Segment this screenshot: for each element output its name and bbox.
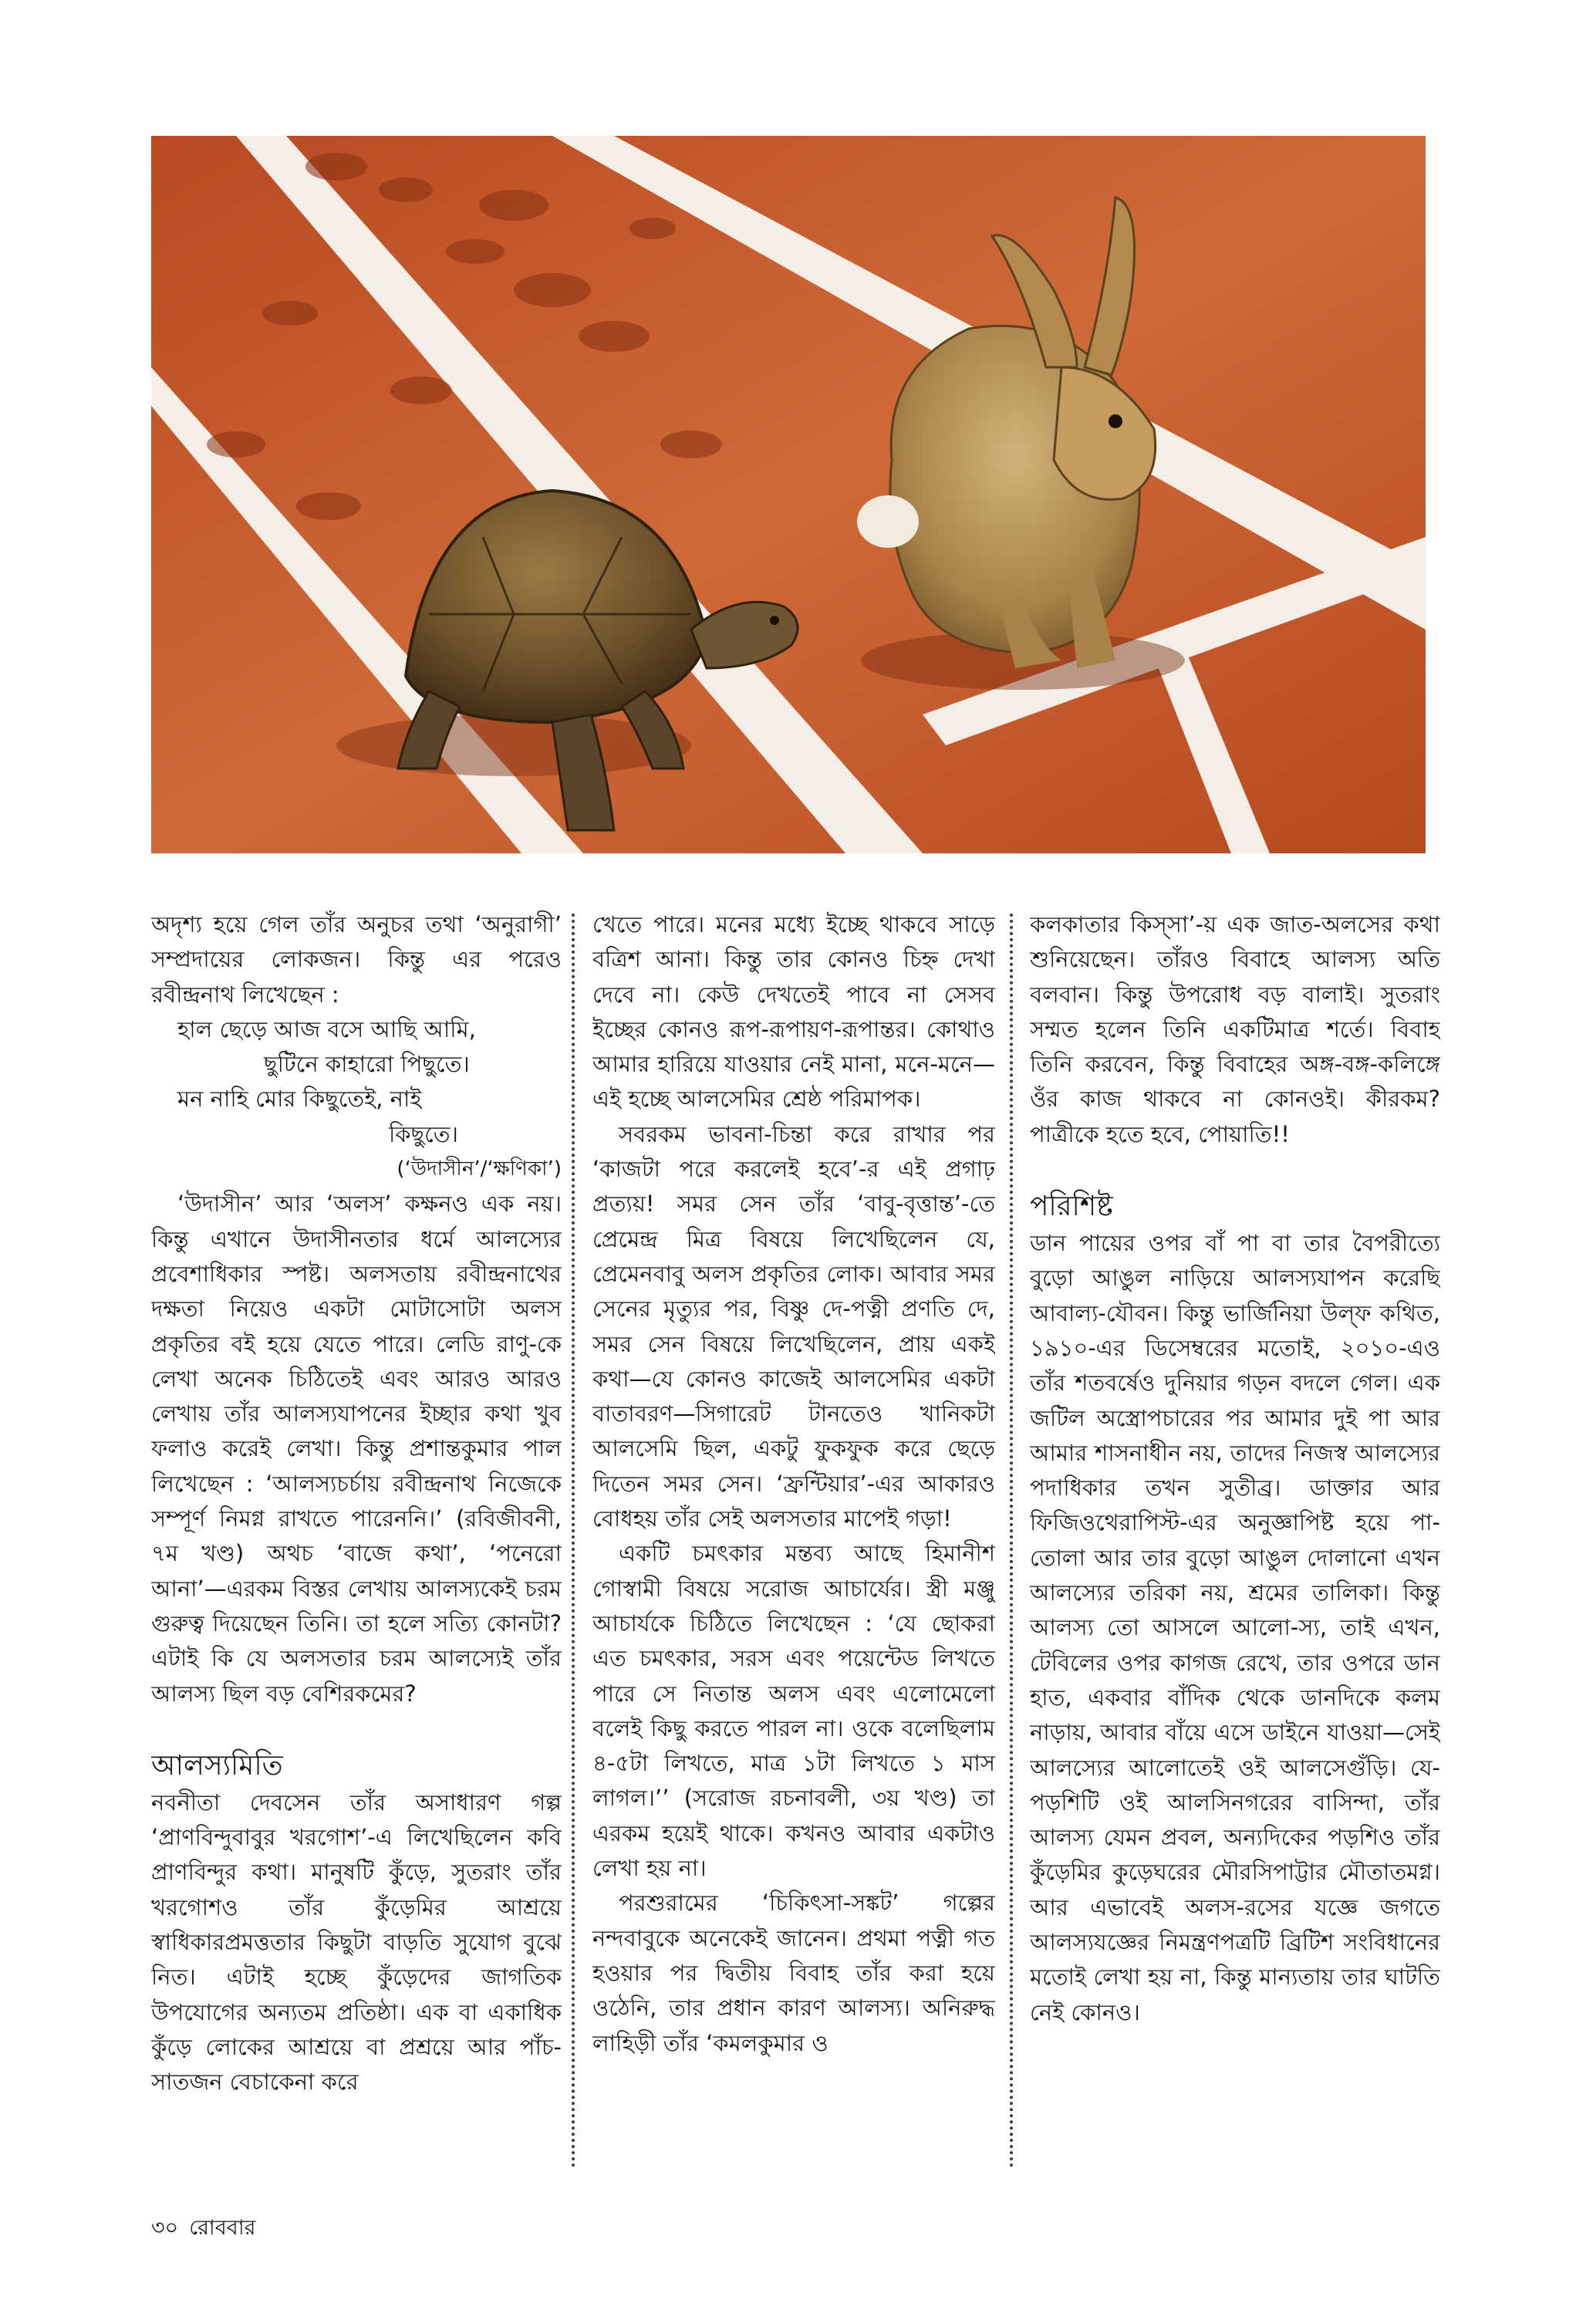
section-heading: আলস্যমিতি <box>151 1749 283 1782</box>
paragraph: সবরকম ভাবনা-চিন্তা করে রাখার পর ‘কাজটা পরে করলেই হবে’-র এই প্রগাঢ় প্রত্যয়! সমর সেন তাঁর ‘বাবু-বৃত্তান্ত’-তে প্রেমেন্দ্র মিত্র বিষয়ে লিখেছিলেন যে, প্রেমেনবাবু অলস প্রকৃতির লোক। আবার সমর সেনের মৃত্যুর পর, বিষ্ণু দে-পত্নী প্রণতি দে, সমর সেন বিষয়ে লিখেছিলেন, প্রায় একই কথা—যে কোনও কাজেই আলসেমির একটা বাতাবরণ—সিগারেট টানতেও খানিকটা আলসেমি ছিল, একটু ফুকফুক করে ছেড়ে দিতেন সমর সেন। ‘ফ্রন্টিয়ার’-এর আকারও বোধহয় তাঁর সেই অলসতার মাপেই গড়া! <box>592 1120 995 1532</box>
paragraph: অদৃশ্য হয়ে গেল তাঁর অনুচর তথা ‘অনুরাগী’ সম্প্রদায়ের লোকজন। কিন্তু এর পরেও রবীন্দ্রনাথ লিখেছেন : <box>151 911 562 1008</box>
page-number: ৩০ <box>151 2216 179 2240</box>
poem-line: হাল ছেড়ে আজ বসে আছি আমি, <box>177 1015 476 1042</box>
poem-line: ছুটিনে কাহারো পিছুতে। <box>264 1051 470 1078</box>
section-heading: পরিশিষ্ট <box>1030 1191 1113 1223</box>
article-column-3 <box>1030 907 1440 2170</box>
column-divider <box>572 914 575 2168</box>
tortoise-and-hare-photo <box>151 136 1426 853</box>
magazine-name: রোববার <box>189 2216 256 2240</box>
paragraph: ‘উদাসীন’ আর ‘অলস’ কক্ষনও এক নয়। কিন্তু এখানে উদাসীনতার ধর্মে আলস্যের প্রবেশাধিকার স্পষ্ট। অলসতায় রবীন্দ্রনাথের দক্ষতা নিয়েও একটা মোটাসোটা অলস প্রকৃতির বই হয়ে যেতে পারে। লেডি রাণু-কে লেখা অনেক চিঠিতেই এবং আরও আরও লেখায় তাঁর আলস্যযাপনের ইচ্ছার কথা খুব ফলাও করেই লেখা। কিন্তু প্রশান্তকুমার পাল লিখেছেন : ‘আলস্যচর্চায় রবীন্দ্রনাথ নিজেকে সম্পূর্ণ নিমগ্ন রাখতে পারেননি।’ (রবিজীবনী, ৭ম খণ্ড) অথচ ‘বাজে কথা’, ‘পনেরো আনা’—এরকম বিস্তর লেখায় আলস্যকেই চরম গুরুত্ব দিয়েছেন তিনি। তা হলে সত্যি কোনটা? এটাই কি যে অলসতার চরম আলস্যেই তাঁর আলস্য ছিল বড় বেশিরকমের? <box>151 1191 562 1707</box>
paragraph: খেতে পারে। মনের মধ্যে ইচ্ছে থাকবে সাড়ে বত্রিশ আনা। কিন্তু তার কোনও চিহ্ন দেখা দেবে না। কেউ দেখতেই পাবে না সেসব ইচ্ছের কোনও রূপ-রূপায়ণ-রূপান্তর। কোথাও আমার হারিয়ে যাওয়ার নেই মানা, মনে-মনে—এই হচ্ছে আলসেমির শ্রেষ্ঠ পরিমাপক। <box>592 911 995 1113</box>
paragraph: একটি চমৎকার মন্তব্য আছে হিমানীশ গোস্বামী বিষয়ে সরোজ আচার্যের। স্ত্রী মঞ্জু আচার্যকে চিঠিতে লিখেছেন : ‘যে ছোকরা এত চমৎকার, সরস এবং পয়েন্টেড লিখতে পারে সে নিতান্ত অলস এবং এলোমেলো বলেই কিছু করতে পারল না। ওকে বলেছিলাম ৪-৫টা লিখতে, মাত্র ১টা লিখতে ১ মাস লাগল।’’ (সরোজ রচনাবলী, ৩য় খণ্ড) তা এরকম হয়েই থাকে। কখনও আবার একটাও লেখা হয় না। <box>592 1540 995 1882</box>
poem-quote <box>151 1012 562 1187</box>
paragraph: পরশুরামের ‘চিকিৎসা-সঙ্কট’ গল্পের নন্দবাবুকে অনেকেই জানেন। প্রথমা পত্নী গত হওয়ার পর দ্বিতীয় বিবাহ তাঁর করা হয়ে ওঠেনি, তার প্রধান কারণ আলস্য। অনিরুদ্ধ লাহিড়ী তাঁর ‘কমলকুমার ও <box>592 1890 995 2056</box>
paragraph: কলকাতার কিস্‌সা’-য় এক জাত-অলসের কথা শুনিয়েছেন। তাঁরও বিবাহে আলস্য অতি বলবান। কিন্তু উপরোধ বড় বালাই। সুতরাং সম্মত হলেন তিনি একটিমাত্র শর্তে। বিবাহ তিনি করবেন, কিন্তু বিবাহের অঙ্গ-বঙ্গ-কলিঙ্গে ওঁর কাজ থাকবে না কোনওই। কীরকম? পাত্রীকে হতে হবে, পোয়াতি!! <box>1030 911 1440 1147</box>
poem-source: (‘উদাসীন’/‘ক্ষণিকা’) <box>397 1157 562 1181</box>
paragraph: ডান পায়ের ওপর বাঁ পা বা তার বৈপরীত্যে বুড়ো আঙুল নাড়িয়ে আলস্যযাপন করেছি আবাল্য-যৌবন। কিন্তু ভার্জিনিয়া উল্‌ফ কথিত, ১৯১০-এর ডিসেম্বরের মতোই, ২০১০-এও তাঁর শতবর্ষেও দুনিয়ার গড়ন বদলে গেল। এক জটিল অস্ত্রোপচারের পর আমার দুই পা আর আমার শাসনাধীন নয়, তাদের নিজস্ব আলস্যের পদাধিকার তখন সুতীব্র। ডাক্তার আর ফিজিওথেরাপিস্ট-এর অনুজ্ঞাপিষ্ট হয়ে পা-তোলা আর তার বুড়ো আঙুল দোলানো এখন আলস্যের তরিকা নয়, শ্রমের তালিকা। কিন্তু আলস্য তো আসলে আলো-স্য, তাই এখন, টেবিলের ওপর কাগজ রেখে, তার ওপরে ডান হাত, একবার বাঁদিক থেকে ডানদিকে কলম নাড়ায়, আবার বাঁয়ে এসে ডাইনে যাওয়া—সেই আলস্যের আলোতেই ওই আলসেগুঁড়ি। যে-পড়শিটি ওই আলসিনগরের বাসিন্দা, তাঁর আলস্য যেমন প্রবল, অন্যদিকের পড়শিও তাঁর কুঁড়েমির কুড়েঘরের মৌরসিপাট্টার মৌতাতমগ্ন। আর এভাবেই অলস-রসের যজ্ঞে জগতে আলস্যযজ্ঞের নিমন্ত্রণপত্রটি ব্রিটিশ সংবিধানের মতোই লেখা হয় না, কিন্তু মান্যতায় তার ঘাটতি নেই কোনও। <box>1030 1230 1440 2025</box>
article-column-1 <box>151 907 562 2170</box>
paragraph: নবনীতা দেবসেন তাঁর অসাধারণ গল্প ‘প্রাণবিন্দুবাবুর খরগোশ’-এ লিখেছিলেন কবি প্রাণবিন্দুর কথা। মানুষটি কুঁড়ে, সুতরাং তাঁর খরগোশও তাঁর কুঁড়েমির আশ্রয়ে স্বাধিকারপ্রমত্ততার কিছুটা বাড়তি সুযোগ বুঝে নিত। এটাই হচ্ছে কুঁড়েদের জাগতিক উপযোগের অন্যতম প্রতিষ্ঠা। এক বা একাধিক কুঁড়ে লোকের আশ্রয়ে বা প্রশ্রয়ে আর পাঁচ-সাতজন বেচাকেনা করে <box>151 1789 562 2096</box>
poem-line: মন নাহি মোর কিছুতেই, নাই <box>177 1086 422 1113</box>
poem-line: কিছুতে। <box>389 1120 458 1147</box>
race-track-illustration <box>151 136 1426 853</box>
column-divider <box>1010 914 1013 2168</box>
page-footer <box>151 2213 256 2244</box>
article-column-2 <box>592 907 995 2170</box>
